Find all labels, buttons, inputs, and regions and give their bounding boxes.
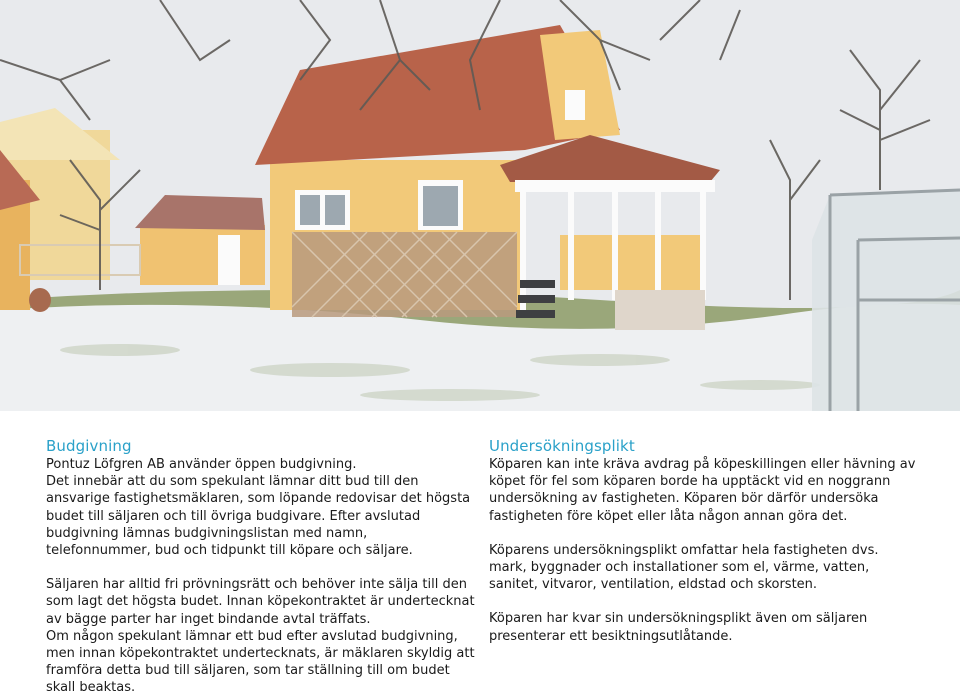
inspection-paragraph-2: Köparens undersökningsplikt omfattar hela fastigheten dvs. mark, byggnader och installationer som el, värme, vatten, sanitet, vitvaror, ventilation, eldstad och skorsten. xyxy=(489,542,879,593)
inspection-duty-heading: Undersökningsplikt xyxy=(489,437,635,455)
inspection-duty-section xyxy=(489,436,919,645)
paragraph-gap xyxy=(489,525,919,542)
bidding-paragraph-1: Pontuz Löfgren AB använder öppen budgivning. xyxy=(46,457,357,472)
paragraph-gap xyxy=(489,593,919,610)
bidding-paragraph-4: Om någon spekulant lämnar ett bud efter avslutad budgivning, men innan köpekontraktet undertecknats, är mäklaren skyldig att framföra detta bud till säljaren, som tar ställning till om budet skall beaktas. xyxy=(46,628,475,696)
bidding-section xyxy=(46,436,476,697)
inspection-paragraph-1: Köparen kan inte kräva avdrag på köpeskillingen eller hävning av köpet för fel som köparen borde ha upptäckt vid en noggrann undersökning av fastigheten. Köparen bör därför undersöka fastigheten före köpet eller låta någon annan göra det. xyxy=(489,457,916,524)
inspection-paragraph-3: Köparen har kvar sin undersökningsplikt även om säljaren presenterar ett besiktningsutlåtande. xyxy=(489,611,868,644)
bidding-paragraph-3: Säljaren har alltid fri prövningsrätt och behöver inte sälja till den som lagt det högsta budet. Innan köpekontraktet är undertecknat av bägge parter har inget bindande avtal träffats. xyxy=(46,577,475,627)
bidding-paragraph-2: Det innebär att du som spekulant lämnar ditt bud till den ansvarige fastighetsmäklaren, som löpande redovisar det högsta budet till säljaren och till övriga budgivare. Efter avslutad budgivning lämnas budgivningslistan med namn, telefonnummer, bud och tidpunkt till köpare och säljare. xyxy=(46,474,471,559)
bidding-heading: Budgivning xyxy=(46,437,132,455)
paragraph-gap xyxy=(46,559,476,576)
